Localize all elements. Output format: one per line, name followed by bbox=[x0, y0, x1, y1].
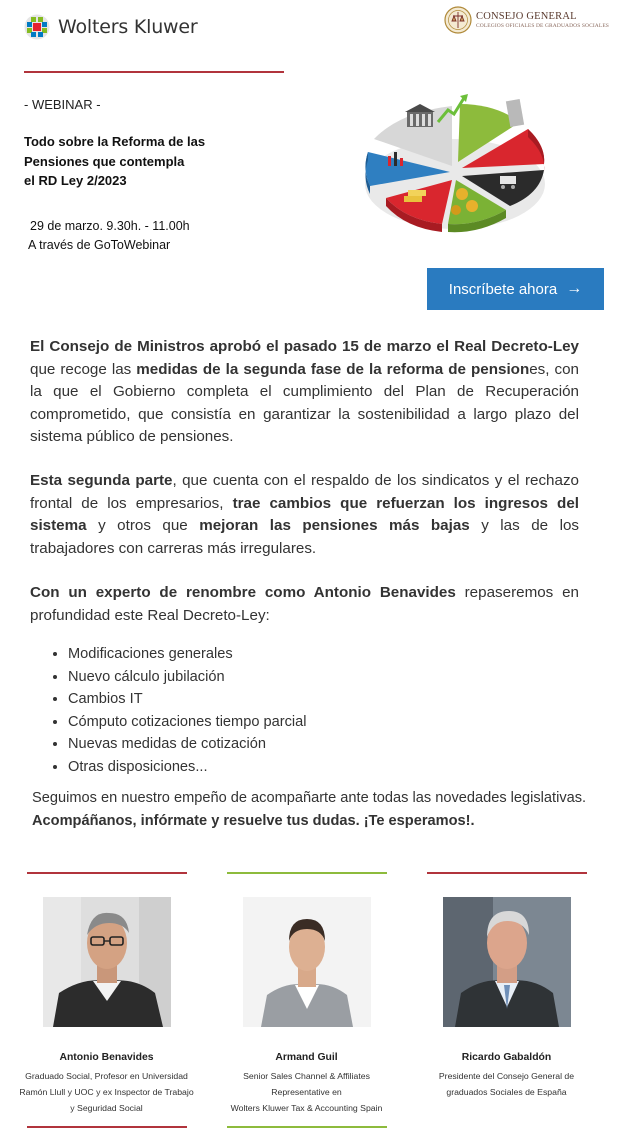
third-bold-1: Con un experto de renombre como Antonio Benavides bbox=[30, 584, 456, 601]
third-text-1: repaseremos en profundidad este Real Decreto-Ley: bbox=[30, 584, 579, 624]
speaker-name: Ricardo Gabaldón bbox=[461, 1052, 552, 1063]
register-now-label: Inscríbete ahora bbox=[448, 280, 558, 298]
closing-bold: Acompáñanos, infórmate y resuelve tus dudas. ¡Te esperamos!. bbox=[32, 812, 475, 829]
speaker-role bbox=[0, 1068, 213, 1116]
header-divider bbox=[24, 71, 284, 73]
speaker-name: Antonio Benavides bbox=[59, 1052, 154, 1063]
second-bold-2: trae cambios que refuerzan los ingresos del sistema bbox=[30, 494, 579, 534]
intro-bold-1: El Consejo de Ministros aprobó el pasado 15 de marzo el Real Decreto-Ley bbox=[30, 338, 579, 355]
second-paragraph bbox=[30, 470, 579, 560]
speaker-role bbox=[400, 1068, 613, 1100]
speaker-photo-antonio-benavides bbox=[43, 897, 171, 1027]
list-item: • Nuevas medidas de cotización bbox=[68, 733, 306, 756]
speaker-role-line: Graduado Social, Profesor en Universidad bbox=[25, 1071, 188, 1081]
speaker-role-line: Wolters Kluwer Tax & Accounting Spain bbox=[230, 1103, 383, 1113]
person-portrait-icon bbox=[443, 897, 571, 1027]
person-portrait-icon bbox=[243, 897, 371, 1027]
speaker-divider-bottom bbox=[27, 1126, 187, 1128]
second-text-1: , que cuenta con el respaldo de los sindicatos y el rechazo frontal de los empresarios, bbox=[30, 472, 579, 512]
second-bold-3: mejoran las pensiones más bajas bbox=[199, 517, 470, 534]
intro-text-2: es, con la que el Gobierno completa el cumplimiento del Plan de Recuperación comprometido, que consistía en garantizar la sostenibilidad a largo plazo del sistema público de pensiones. bbox=[30, 360, 580, 445]
intro-paragraph bbox=[30, 336, 579, 449]
speaker-photo-armand-guil bbox=[243, 897, 371, 1027]
event-schedule bbox=[30, 217, 190, 255]
list-item: • Otras disposiciones... bbox=[68, 756, 306, 779]
list-item: • Cómputo cotizaciones tiempo parcial bbox=[68, 711, 306, 734]
speaker-role-line: Senior Sales Channel & Affiliates bbox=[243, 1071, 370, 1081]
list-item: • Modificaciones generales bbox=[68, 643, 306, 666]
brand-name: Wolters Kluwer bbox=[58, 16, 198, 38]
event-label: - WEBINAR - bbox=[24, 97, 101, 112]
intro-bold-2: medidas de la segunda fase de la reforma de pension bbox=[136, 360, 530, 378]
third-paragraph bbox=[30, 582, 579, 627]
list-item: • Cambios IT bbox=[68, 688, 306, 711]
speaker-divider-bottom bbox=[227, 1126, 387, 1128]
speaker-photo-ricardo-gabaldon bbox=[443, 897, 571, 1027]
wolters-kluwer-mark-icon bbox=[24, 14, 50, 40]
event-title-line: Todo sobre la Reforma de las bbox=[24, 134, 206, 149]
seal-icon bbox=[444, 6, 472, 34]
speaker-divider-top bbox=[427, 872, 587, 874]
partner-title: CONSEJO GENERAL bbox=[476, 11, 577, 22]
topics-list bbox=[30, 643, 306, 778]
second-text-2: y otros que bbox=[86, 517, 200, 534]
event-title-line: el RD Ley 2/2023 bbox=[24, 173, 127, 188]
event-platform: A través de GoToWebinar bbox=[28, 238, 171, 252]
person-portrait-icon bbox=[43, 897, 171, 1027]
second-bold-1: Esta segunda parte bbox=[30, 472, 173, 489]
speaker-divider-top bbox=[227, 872, 387, 874]
arrow-right-icon: → bbox=[566, 280, 583, 297]
register-now-button[interactable] bbox=[427, 268, 604, 310]
speaker-role-line: graduados Sociales de España bbox=[446, 1087, 567, 1097]
speaker-role bbox=[200, 1068, 413, 1116]
event-title-line: Pensiones que contempla bbox=[24, 153, 185, 169]
speaker-divider-top bbox=[27, 872, 187, 874]
consejo-general-logo[interactable] bbox=[444, 6, 609, 34]
intro-text-1: que recoge las bbox=[30, 360, 137, 378]
speaker-role-line: Ramón Llull y UOC y ex Inspector de Trabajo bbox=[19, 1087, 194, 1097]
event-title bbox=[24, 132, 254, 191]
closing-text: Seguimos en nuestro empeño de acompañarte ante todas las novedades legislativas. bbox=[32, 790, 587, 806]
second-text-3: y las de los trabajadores con carreras más irregulares. bbox=[30, 517, 580, 557]
pension-pie-illustration bbox=[360, 84, 550, 244]
speaker-role-line: Representative en bbox=[271, 1087, 342, 1097]
speaker-role-line: y Seguridad Social bbox=[70, 1103, 143, 1113]
wolters-kluwer-logo[interactable] bbox=[24, 14, 198, 40]
list-item: • Nuevo cálculo jubilación bbox=[68, 666, 306, 689]
speaker-role-line: Presidente del Consejo General de bbox=[438, 1071, 575, 1081]
speaker-name: Armand Guil bbox=[275, 1052, 338, 1063]
event-date: 29 de marzo. 9.30h. - 11.00h bbox=[30, 219, 190, 233]
closing-paragraph bbox=[32, 787, 592, 832]
partner-subtitle: COLEGIOS OFICIALES DE GRADUADOS SOCIALES bbox=[476, 23, 609, 29]
